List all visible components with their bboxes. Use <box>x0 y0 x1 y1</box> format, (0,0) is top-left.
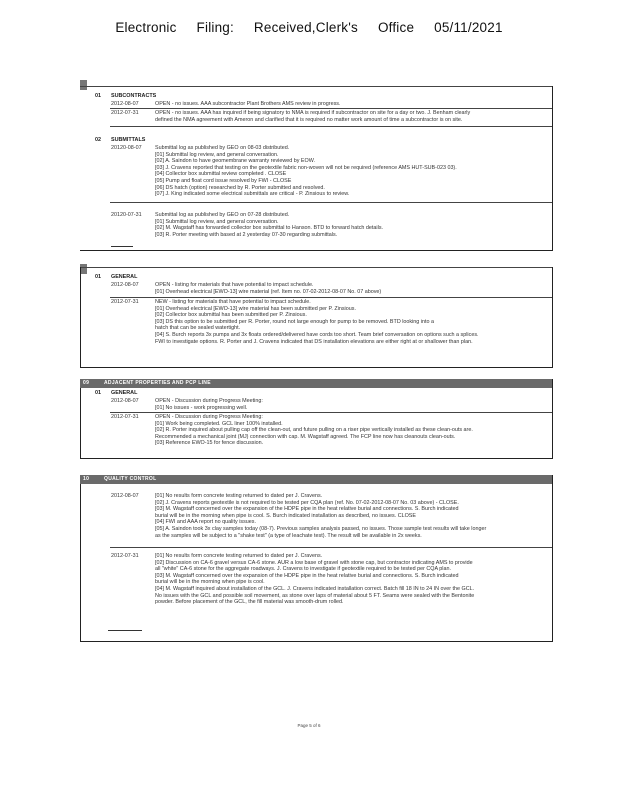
entry-line: [01] Overhead electrical [EWO-13] wire material (ref. Item no. 07-02-2012-08-07 No. 07 above) <box>155 288 382 295</box>
entry-line: [07] J. King indicated some electrical submittals are critical - P. Zinsious to review. <box>155 191 350 198</box>
entry-line: [03] DS this option to be submitted per R. Porter, round not large enough for pump to be removed. BTD looking into a <box>155 318 434 325</box>
underline-mark <box>111 246 133 247</box>
entry-date: 2012-07-31 <box>111 553 139 559</box>
entry-line: [02] Discussion on CA-6 gravel versus CA-6 stone. AUR a low base of gravel with stone cap, but contractor indicating AMS to provide <box>155 559 473 566</box>
entry-line: [02] A. Saindon to have geomembrane warranty reviewed by EOW. <box>155 158 316 165</box>
entry-date: 20120-08-07 <box>111 145 142 151</box>
page-number: Page 5 of 6 <box>297 723 321 728</box>
section-3-right-rule <box>552 379 553 459</box>
header-electronic: Electronic <box>115 20 177 35</box>
entry-line: [03] M. Wagstaff concerned over the expansion of the HDPE pipe in the heat relative burial and connections. S. Burch indicated <box>155 506 459 513</box>
entry-date: 2012-07-31 <box>111 414 139 420</box>
entry-line: burial will be in the morning when pipe is cool. S. Burch indicated installation as described, no issues. CLOSE <box>155 512 416 519</box>
entry-line: FWI to investigate options. R. Porter and J. Cravens indicated that DS installation elevations are either right at or shallower than plan. <box>155 338 473 345</box>
entry-line: [01] Work being completed. GCL liner 100% installed. <box>155 420 283 427</box>
entry-line: [01] No results form concrete testing returned to dated per J. Cravens. <box>155 553 323 559</box>
entry-line: hatch that can be sealed watertight. <box>155 325 241 332</box>
entry-line: [02] M. Wagstaff has forwarded collector box submittal to Hanson. BTD to forward hatch details. <box>155 225 384 232</box>
entry-line: [03] R. Porter meeting with based at 2 yesterday 07-30 regarding submittals. <box>155 231 338 238</box>
entry-line: OPEN - listing for materials that have potential to impact schedule. <box>155 282 314 288</box>
entry-line: OPEN - no issues. AAA subcontractor Plant Brothers AMS review in progress. <box>155 101 341 107</box>
header-received: Received,Clerk's <box>253 20 358 35</box>
entry-line: [01] No results form concrete testing returned to dated per J. Cravens. <box>155 493 323 499</box>
entry-line: [04] Collector box submittal review completed . CLOSE <box>155 171 287 178</box>
section-bar-adjacent-properties: 09 ADJACENT PROPERTIES AND PCP LINE <box>80 379 552 388</box>
entry-line: [02] R. Porter inquired about pulling cap off the clean-out, and future pulling on a riser pipe vertically installed as these clean-outs are. <box>155 427 473 434</box>
entry-date: 2012-08-07 <box>111 282 139 288</box>
entry-line: [01] Submittal log review, and general conversation. <box>155 218 279 225</box>
entry-line: OPEN - Discussion during Progress Meeting: <box>155 398 263 404</box>
filing-stamp-header <box>0 20 618 35</box>
row-rule <box>110 297 552 298</box>
header-office: Office <box>377 20 415 35</box>
entry-line: [03] J. Cravens reported that testing on the geotextile fabric non-woven will not be required (reference AMS HUT-SUB-023 03). <box>155 164 457 171</box>
entry-line: [04] FWI and AAA report no quality issues. <box>155 519 256 526</box>
entry-date: 2012-08-07 <box>111 493 139 499</box>
row-rule <box>110 126 552 127</box>
entry-line: [04] S. Burch reports 3x pumps and 3x floats ordered/delivered have cords too short. Team brief conversation on options such a splices. <box>155 331 479 338</box>
entry-line: OPEN - no issues. AAA has inquired if being signatory to NMA is required if subcontractor on site for a day or two. J. Benham clearly <box>155 110 471 116</box>
entry-line: [03] Reference EWO-15 for fence discussion. <box>155 440 264 447</box>
entry-line: [01] Submittal log review, and general conversation. <box>155 151 279 158</box>
entry-line: Recommended a mechanical joint (MJ) connection with cap. M. Wagstaff agreed. The FCP line now has cleanouts clean-outs. <box>155 433 456 440</box>
entry-line: [05] A. Saindon took 3x clay samples today (08-7). Previous samples analysis passed, no issues. Those sample test results will take longer <box>155 525 487 532</box>
entry-line: [01] No issues - work progressing well. <box>155 404 248 411</box>
row-rule <box>110 108 552 109</box>
section-bar-quality-control: 10 QUALITY CONTROL <box>80 475 552 484</box>
entry-line: [02] Collector box submittal has been submitted per P. Zinsious. <box>155 312 307 319</box>
entry-line: all "white" CA-6 stone for the aggregate roadways. J. Cravens to investigate if geotextile required to be tested per CQA plan. <box>155 566 451 573</box>
entry-line: [02] J. Cravens reports geotextile is not required to be tested per CQA plan (ref. No. 07-02-2012-08-07 No. 03 above) - CLOSE. <box>155 499 459 506</box>
entry-date: 2012-07-31 <box>111 299 139 305</box>
entry-line: defined the NMA agreement with Ameron and clarified that it is required no matter work amount of time a subcontractor is on site. <box>155 116 463 123</box>
entry-line: OPEN - Discussion during Progress Meeting: <box>155 414 263 420</box>
entry-line: powder. Before placement of the GCL, the fill material was smooth-drum rolled. <box>155 599 344 606</box>
entry-line: burial will be in the morning when pipe is cool. <box>155 579 265 586</box>
section-4-right-rule <box>552 475 553 642</box>
underline-mark <box>108 630 142 631</box>
entry-line: [05] Pump and float cord issue resolved by FWI - CLOSE <box>155 177 292 184</box>
entry-line: Submittal log as published by GEO on 07-28 distributed. <box>155 212 290 218</box>
row-rule <box>110 412 552 413</box>
entry-line: [04] M. Wagstaff inquired about installation of the GCL. J. Cravens indicated installation correct. Batch fill 18 IN to 24 IN over the GCL. <box>155 585 475 592</box>
entry-date: 2012-08-07 <box>111 101 139 107</box>
header-filing: Filing: <box>196 20 234 35</box>
row-rule <box>110 547 552 548</box>
entry-line: Submittal log as published by GEO on 08-03 distributed. <box>155 145 290 151</box>
header-date: 05/11/2021 <box>434 20 503 35</box>
entry-line: NEW - listing for materials that have potential to impact schedule. <box>155 299 311 305</box>
section-1-right-rule <box>552 86 553 251</box>
entry-line: [06] DS hatch (option) researched by R. Porter submitted and resolved. <box>155 184 325 191</box>
entry-line: [01] Overhead electrical [EWO-13] wire material has been submitted per P. Zinsious. <box>155 305 356 312</box>
section-2-right-rule <box>552 267 553 368</box>
entry-date: 20120-07-31 <box>111 212 142 218</box>
entry-line: as the samples will be subject to a "shake test" (a type of leachate test). The result will be available in 2x weeks. <box>155 532 422 539</box>
entry-line: No issues with the GCL and possible soil movement, as stone over laps of material about 5 FT. Seams were sealed with the Bentonite <box>155 592 475 599</box>
entry-line: [03] M. Wagstaff concerned over the expansion of the HDPE pipe in the heat relative burial and connections. S. Burch indicated <box>155 572 459 579</box>
entry-date: 2012-07-31 <box>111 110 139 116</box>
row-rule <box>110 202 552 203</box>
entry-date: 2012-08-07 <box>111 398 139 404</box>
